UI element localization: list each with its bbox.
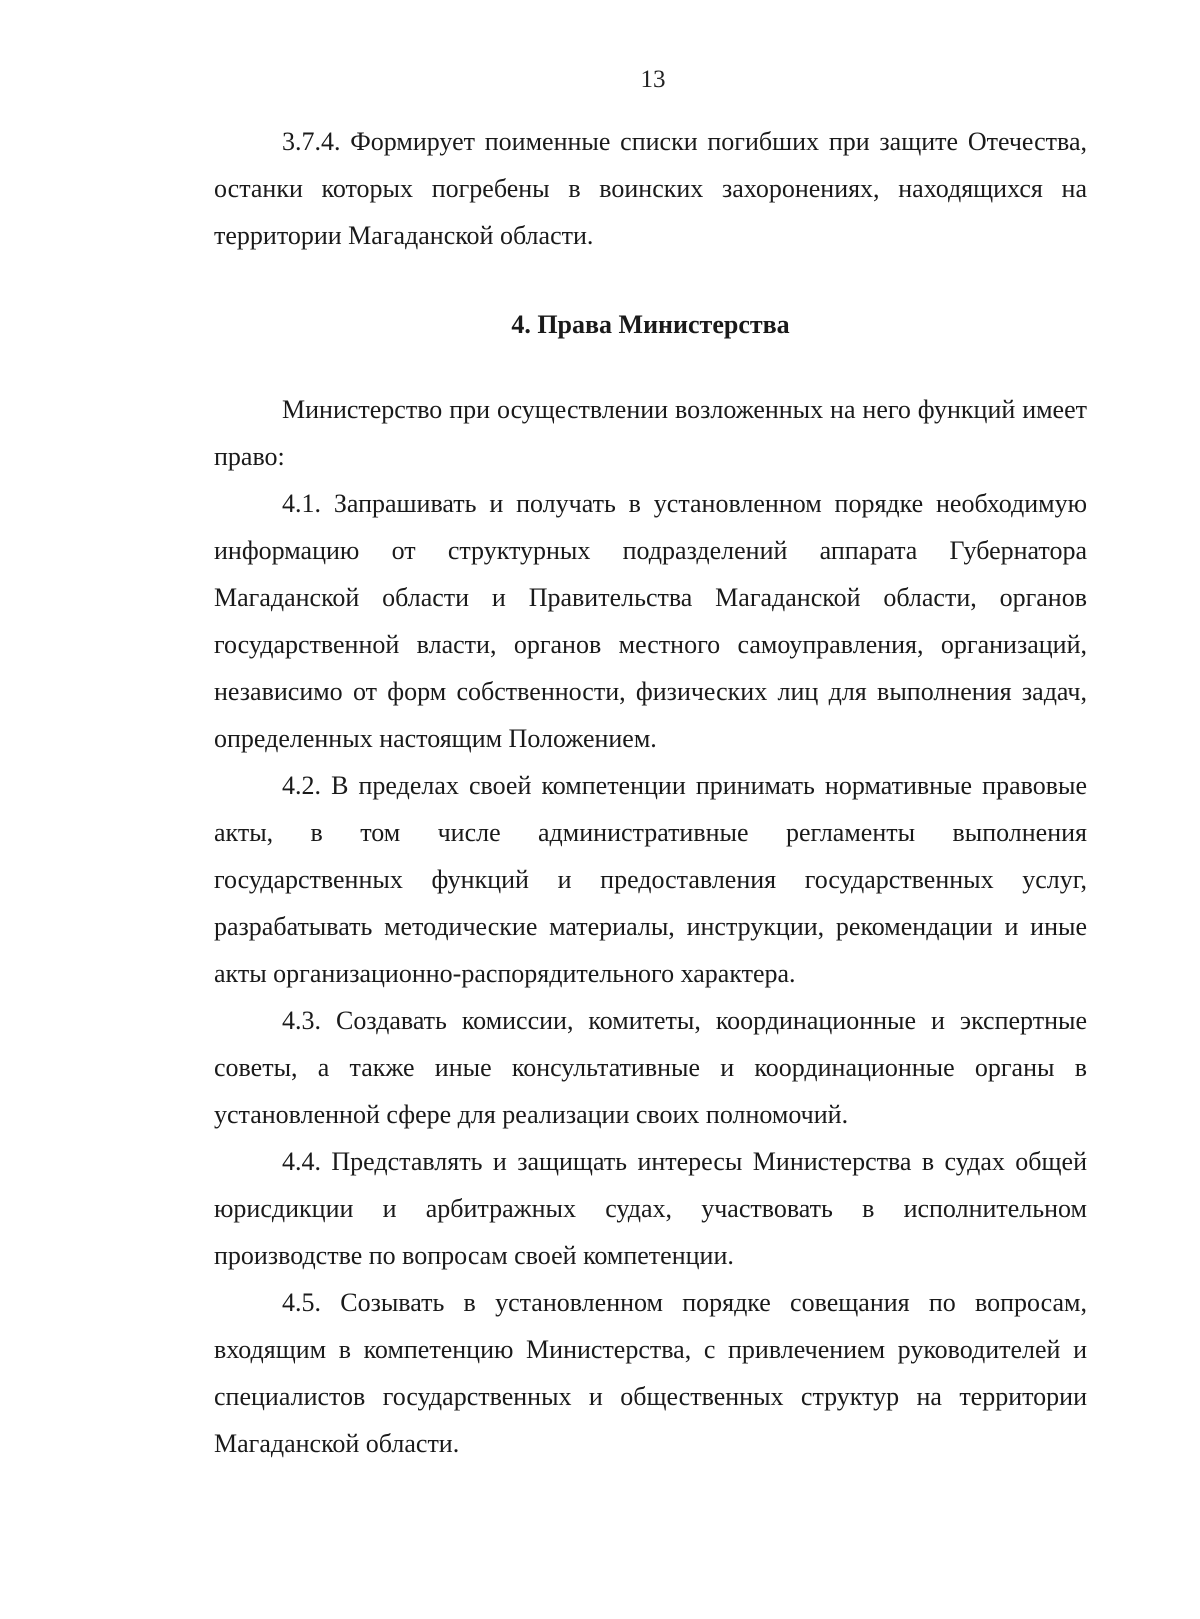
document-body <box>214 118 1087 1467</box>
paragraph-4-4: 4.4. Представлять и защищать интересы Министерства в судах общей юрисдикции и арбитражных судах, участвовать в исполнительном производстве по вопросам своей компетенции. <box>214 1147 1087 1270</box>
paragraph-4-2: 4.2. В пределах своей компетенции принимать нормативные правовые акты, в том числе административные регламенты выполнения государственных функций и предоставления государственных услуг, разрабатывать методические материалы, инструкции, рекомендации и иные акты организационно-распорядительного характера. <box>214 771 1087 988</box>
paragraph-3-7-4: 3.7.4. Формирует поименные списки погибших при защите Отечества, останки которых погребены в воинских захоронениях, находящихся на территории Магаданской области. <box>214 127 1087 250</box>
section-heading: 4. Права Министерства <box>511 310 790 339</box>
paragraph-4-1: 4.1. Запрашивать и получать в установленном порядке необходимую информацию от структурных подразделений аппарата Губернатора Магаданской области и Правительства Магаданской области, органов государственной власти, органов местного самоуправления, организаций, независимо от форм собственности, физических лиц для выполнения задач, определенных настоящим Положением. <box>214 489 1087 753</box>
paragraph-4-5: 4.5. Созывать в установленном порядке совещания по вопросам, входящим в компетенцию Министерства, с привлечением руководителей и специалистов государственных и общественных структур на территории Магаданской области. <box>214 1288 1087 1458</box>
paragraph-intro: Министерство при осуществлении возложенных на него функций имеет право: <box>214 395 1087 471</box>
page-number: 13 <box>640 66 666 93</box>
paragraph-4-3: 4.3. Создавать комиссии, комитеты, координационные и экспертные советы, а также иные консультативные и координационные органы в установленной сфере для реализации своих полномочий. <box>214 1006 1087 1129</box>
